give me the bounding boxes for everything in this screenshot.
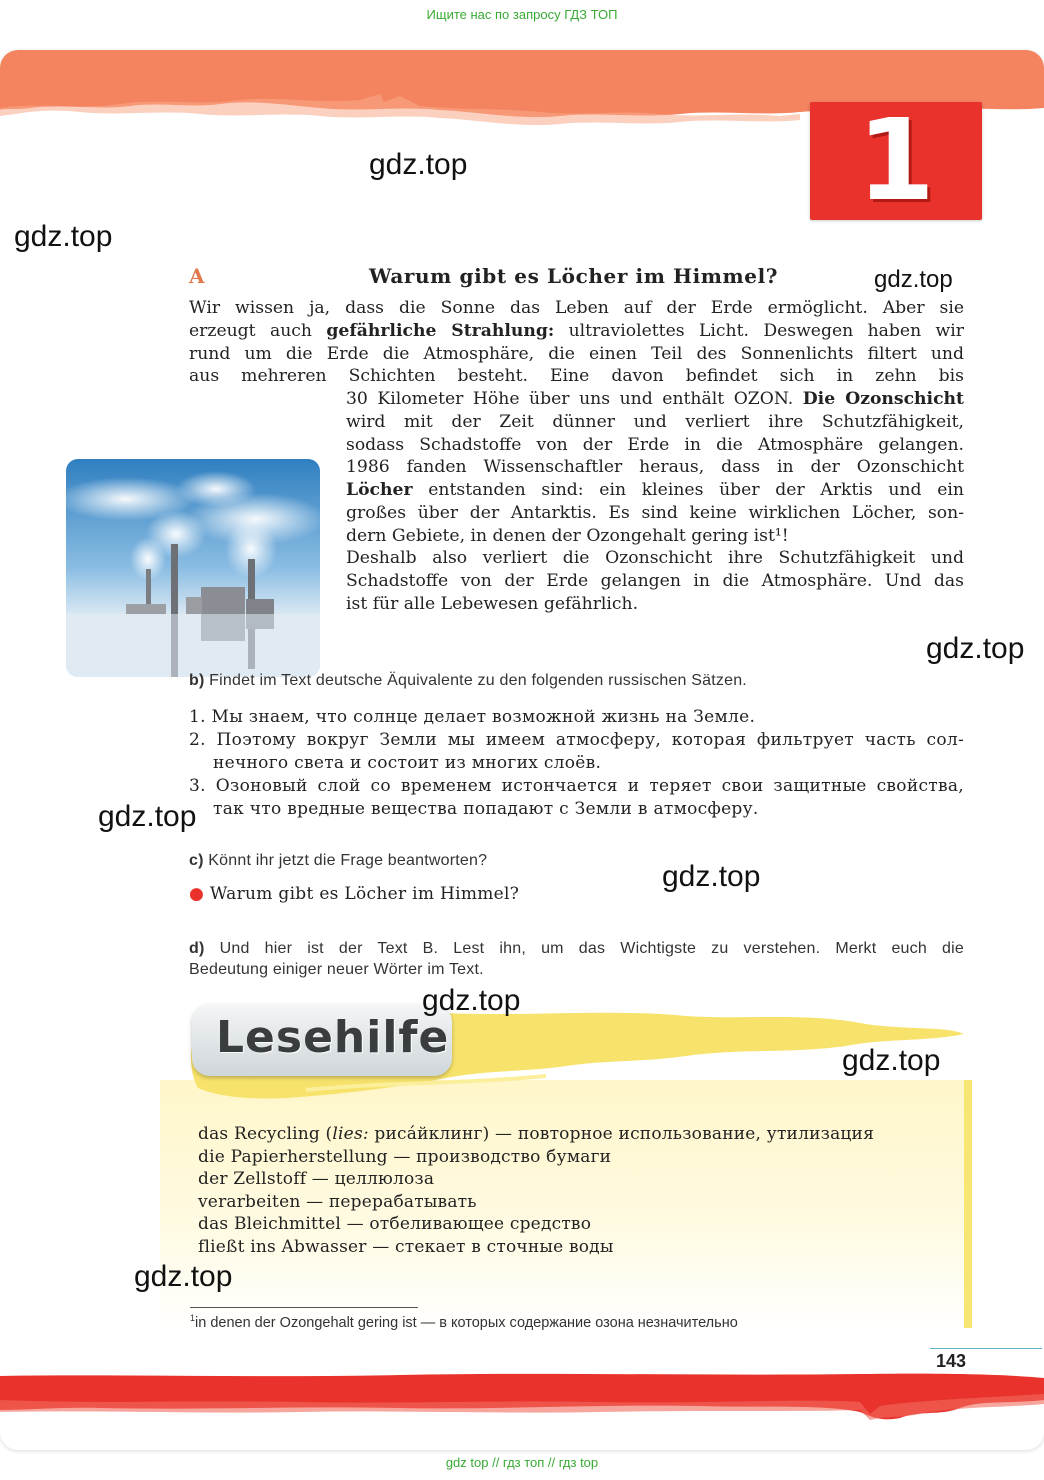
- task-b-instruction: Findet im Text deutsche Äquivalente zu den folgenden russischen Sätzen.: [209, 672, 747, 689]
- glossary-entry-6: [198, 1236, 938, 1259]
- task-d: [189, 938, 964, 980]
- footnote-rule: [190, 1307, 418, 1308]
- watermark: gdz.top: [134, 1260, 233, 1293]
- chapter-number: 1: [857, 96, 935, 226]
- watermark: gdz.top: [662, 860, 761, 893]
- task-c-instruction: Könnt ihr jetzt die Frage beantworten?: [208, 852, 488, 869]
- section-a-line: ist für alle Lebewesen gefährlich.: [346, 593, 639, 614]
- watermark: gdz.top: [874, 266, 953, 293]
- watermark: gdz.top: [14, 220, 113, 253]
- glossary-translation: — повторное использование, утилизация: [489, 1124, 875, 1144]
- footer-wave-decoration: [0, 1370, 1044, 1450]
- chapter-number-box: [810, 96, 982, 226]
- watermark: gdz.top: [926, 632, 1025, 665]
- task-d-line-2: Bedeutung einiger neuer Wörter im Text.: [189, 961, 484, 978]
- section-a-title: Warum gibt es Löcher im Himmel?: [369, 264, 779, 288]
- section-a-line: sodass Schadstoffe von der Erde in die Atmosphäre gelangen.: [346, 434, 964, 455]
- section-a-line: wird mit der Zeit dünner und verliert ihre Schutzfähigkeit,: [346, 411, 964, 432]
- glossary-term: verarbeiten: [198, 1191, 301, 1212]
- glossary-entry-1: [198, 1123, 938, 1146]
- glossary-term: der Zellstoff: [198, 1169, 307, 1189]
- glossary-entry-5: [198, 1213, 938, 1236]
- task-b-item-3: 3. Озоновый слой со временем истончается и теряет свои защитные свойства,: [189, 776, 964, 796]
- section-a-line: 30 Kilometer Höhe über uns und enthält OZON. Die Ozonschicht: [346, 389, 964, 409]
- task-b: [189, 672, 747, 690]
- task-c: [189, 852, 487, 870]
- glossary-translation: — целлюлоза: [306, 1169, 435, 1189]
- section-a-line: aus mehreren Schichten besteht. Eine davon befindet sich in zehn bis: [189, 366, 964, 387]
- textbook-page: [0, 50, 1044, 1450]
- section-a-line: Schadstoffe von der Erde gelangen in die Atmosphäre. Und das: [346, 571, 964, 591]
- lesehilfe-glossary: [198, 1123, 938, 1258]
- glossary-entry-2: [198, 1146, 938, 1169]
- task-b-item-3-cont: так что вредные вещества попадают с Земли в атмосферу.: [213, 799, 759, 819]
- task-c-question: [189, 884, 519, 904]
- task-b-letter: b): [189, 672, 205, 689]
- task-b-item-2-cont: нечного света и состоит из многих слоёв.: [213, 753, 602, 773]
- footnote-text: in denen der Ozongehalt gering ist — в которых содержание озона незначительно: [195, 1314, 738, 1331]
- glossary-entry-4: [198, 1191, 938, 1214]
- glossary-translation: — стекает в сточные воды: [366, 1236, 614, 1257]
- power-plant-photo: [66, 459, 320, 677]
- glossary-translation: — отбеливающее средство: [340, 1214, 592, 1234]
- glossary-term: das Bleichmittel: [198, 1214, 341, 1234]
- section-a-line: Deshalb also verliert die Ozonschicht ihre Schutzfähigkeit und: [346, 548, 964, 569]
- top-banner: [0, 0, 1044, 32]
- task-d-letter: d): [189, 940, 205, 957]
- section-a-line: Wir wissen ja, dass die Sonne das Leben auf der Erde ermöglicht. Aber sie: [189, 298, 964, 318]
- glossary-entry-3: [198, 1168, 938, 1191]
- watermark: gdz.top: [422, 984, 521, 1017]
- watermark: gdz.top: [842, 1044, 941, 1077]
- section-a-letter: A: [189, 264, 205, 288]
- watermark: gdz.top: [98, 800, 197, 833]
- glossary-term: fließt ins Abwasser: [198, 1236, 367, 1257]
- section-a-line: großes über der Antarktis. Es sind keine wirklichen Löcher, son-: [346, 502, 964, 523]
- section-a-line: rund um die Erde die Atmosphäre, die einen Teil des Sonnenlichts filtert und: [189, 343, 964, 364]
- glossary-translation: — перерабатывать: [300, 1191, 477, 1212]
- section-a-line: dern Gebiete, in denen der Ozongehalt gering ist¹!: [346, 525, 789, 546]
- task-d-line-1: Und hier ist der Text B. Lest ihn, um das Wichtigste zu verstehen. Merkt euch die: [219, 940, 964, 957]
- glossary-term: die Papierherstellung: [198, 1146, 388, 1167]
- bottom-links[interactable]: gdz top // гдз топ // гдз top: [445, 1455, 599, 1470]
- task-c-question-text: Warum gibt es Löcher im Himmel?: [209, 884, 520, 904]
- footnote: [190, 1313, 738, 1331]
- lesehilfe-title: Lesehilfe: [216, 1012, 450, 1063]
- section-a-line: erzeugt auch gefährliche Strahlung: ultraviolettes Licht. Deswegen haben wir: [189, 320, 964, 341]
- task-c-letter: c): [189, 852, 204, 869]
- section-a-line: Löcher entstanden sind: ein kleines über der Arktis und ein: [346, 480, 964, 500]
- watermark: gdz.top: [369, 148, 468, 181]
- page-number: 143: [936, 1351, 967, 1371]
- top-banner-text[interactable]: Ищите нас по запросу ГДЗ ТОП: [426, 7, 618, 22]
- footnote-mark: 1: [190, 1313, 196, 1323]
- task-b-item-2: 2. Поэтому вокруг Земли мы имеем атмосферу, которая фильтрует часть сол-: [189, 730, 964, 750]
- glossary-pronunciation: рисáйклинг): [368, 1124, 490, 1144]
- section-a-line: 1986 fanden Wissenschaftler heraus, dass in der Ozonschicht: [346, 457, 964, 478]
- task-b-item-1: 1. Мы знаем, что солнце делает возможной жизнь на Земле.: [189, 707, 756, 727]
- glossary-translation: — производство бумаги: [387, 1146, 612, 1167]
- page-number-rule: [930, 1348, 1042, 1349]
- glossary-pronunciation-label: lies:: [332, 1124, 369, 1144]
- task-b-list: [189, 706, 964, 821]
- bullet-icon: ●: [189, 884, 205, 904]
- glossary-term: das Recycling (: [198, 1124, 333, 1144]
